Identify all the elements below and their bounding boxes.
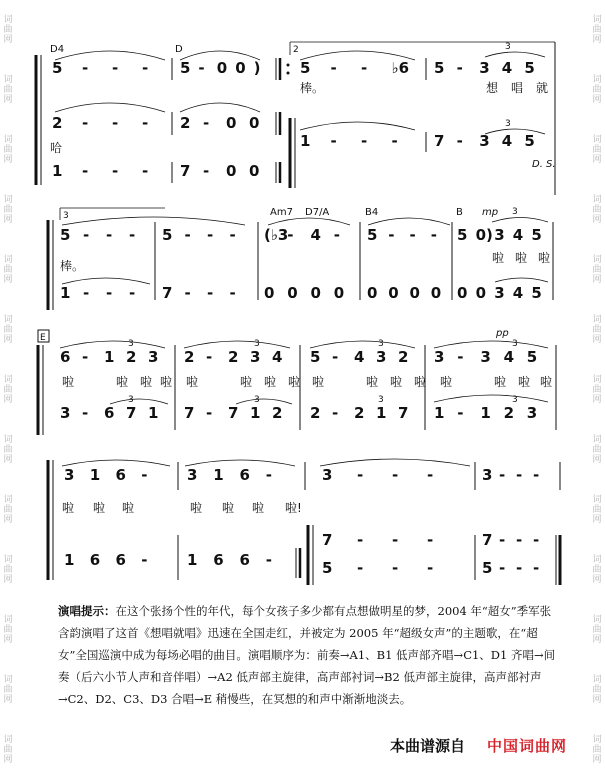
watermark-text: 词 曲 网	[592, 135, 602, 165]
slur	[60, 341, 165, 348]
jianpu-note: 2	[272, 404, 283, 422]
jianpu-note: -	[333, 226, 340, 244]
watermark-text: 词 曲 网	[592, 255, 602, 285]
jianpu-note: 3	[322, 466, 333, 484]
jianpu-note: 6	[213, 551, 224, 569]
jianpu-note: 7	[126, 404, 137, 422]
jianpu-note: 0	[249, 162, 260, 180]
jianpu-note: 4	[272, 348, 283, 366]
jianpu-note: 6	[115, 551, 126, 569]
triplet-mark: 3	[512, 339, 518, 349]
jianpu-note: -	[106, 284, 113, 302]
jianpu-note: 3	[480, 348, 491, 366]
jianpu-note: 1	[300, 132, 311, 150]
jianpu-note: 0	[457, 284, 468, 302]
jianpu-note: 0	[226, 114, 237, 132]
watermark-text: 词 曲 网	[3, 135, 13, 165]
repeat-dot	[287, 72, 290, 75]
lyric: 唱	[511, 81, 524, 95]
jianpu-note: 3	[60, 404, 71, 422]
jianpu-note: -	[427, 466, 434, 484]
watermark-text: 词 曲 网	[592, 495, 602, 525]
jianpu-note: -	[392, 531, 399, 549]
jianpu-note: 4	[310, 226, 321, 244]
jianpu-note: 3	[479, 59, 490, 77]
lyric: 啦	[190, 501, 203, 515]
triplet-bracket	[492, 218, 548, 223]
jianpu-note: 3	[494, 226, 505, 244]
jianpu-note: 6	[115, 466, 126, 484]
jianpu-note: 7	[184, 404, 195, 422]
jianpu-note: -	[533, 559, 540, 577]
watermark-text: 词 曲 网	[592, 375, 602, 405]
jianpu-note: 3	[64, 466, 75, 484]
jianpu-note: 1	[148, 404, 159, 422]
jianpu-note: 6	[239, 551, 250, 569]
slur	[110, 399, 168, 404]
jianpu-note: -	[456, 59, 463, 77]
jianpu-note: -	[361, 59, 368, 77]
jianpu-note: -	[207, 284, 214, 302]
watermark-text: 词 曲 网	[3, 315, 13, 345]
watermark-text: 词 曲 网	[592, 615, 602, 645]
jianpu-note: -	[499, 531, 506, 549]
watermark-text: 词 曲 网	[3, 15, 13, 45]
jianpu-note: 0	[249, 114, 260, 132]
source-site[interactable]: 中国词曲网	[486, 737, 567, 755]
lyric: 啦	[492, 251, 505, 265]
jianpu-note: )	[253, 59, 261, 77]
jianpu-note: -	[142, 114, 149, 132]
watermark-text: 词 曲 网	[3, 735, 13, 765]
jianpu-note: 2	[126, 348, 137, 366]
lyric: 啦	[140, 375, 153, 389]
slur	[62, 217, 245, 225]
jianpu-note: -	[141, 466, 148, 484]
watermark-text: 词 曲 网	[3, 615, 13, 645]
chord-symbol: B	[456, 207, 463, 218]
jianpu-note: 3	[187, 466, 198, 484]
slur	[268, 218, 350, 225]
triplet-mark: 3	[128, 339, 134, 349]
jianpu-note: -	[361, 132, 368, 150]
slur	[55, 103, 165, 112]
jianpu-note: 5	[322, 559, 333, 577]
jianpu-note: (♭3	[264, 226, 289, 244]
jianpu-note: 5	[531, 284, 542, 302]
jianpu-note: -	[206, 404, 213, 422]
jianpu-note: -	[427, 559, 434, 577]
jianpu-note: -	[357, 559, 364, 577]
chord-symbol: D4	[50, 44, 65, 55]
jianpu-note: 2	[503, 404, 515, 422]
lyric: 啦	[312, 375, 325, 389]
jianpu-note: 7	[180, 162, 191, 180]
jianpu-note: 1	[250, 404, 261, 422]
slur	[320, 459, 470, 466]
jianpu-note: 3	[482, 466, 493, 484]
lyric: 啦	[240, 375, 253, 389]
jianpu-note: -	[456, 132, 463, 150]
jianpu-note: 3	[434, 348, 445, 366]
jianpu-note: 0	[333, 284, 345, 302]
jianpu-note: 5	[434, 59, 445, 77]
jianpu-note: -	[332, 348, 339, 366]
lyric: 啦	[288, 375, 301, 389]
jianpu-note: 0	[287, 284, 298, 302]
jianpu-note: 0	[216, 59, 228, 77]
jianpu-note: -	[129, 226, 136, 244]
triplet-bracket	[485, 52, 545, 57]
watermark-text: 词 曲 网	[592, 735, 602, 765]
notes-text: 在这个张扬个性的年代，每个女孩子多少都有点想做明星的梦，2004 年“超女”季军张含韵演唱了这首《想唱就唱》迅速在全国走红，并被定为 2005 年“超级女声”的主题歌，在“超女”全国巡演中成为每场必唱的曲目。演唱顺序为：前奏→A1、B1 低声部齐唱→C1、D1 齐唱→间奏（后六小节人声和音伴唱）→A2 低声部主旋律，高声部衬词→B2 低声部主旋律，高声部衬声→C2、D2、C3、D3 合唱→E 稍慢些，在冥想的和声中渐渐地淡去。	[58, 604, 556, 706]
watermark-text: 词 曲 网	[592, 555, 602, 585]
jianpu-note: 1	[52, 162, 63, 180]
jianpu-note: 2	[310, 404, 321, 422]
lyric: 啦	[93, 501, 106, 515]
jianpu-note: -	[112, 114, 119, 132]
jianpu-note: 3	[494, 284, 505, 302]
jianpu-note: -	[82, 348, 89, 366]
watermark-text: 词 曲 网	[3, 195, 13, 225]
jianpu-note: 2	[354, 404, 365, 422]
jianpu-note: 4	[503, 348, 515, 366]
watermark-text: 词 曲 网	[3, 375, 13, 405]
lyric: 想	[486, 81, 499, 95]
lyric: 啦	[222, 501, 235, 515]
lyric: 啦	[62, 375, 75, 389]
jianpu-note: 5	[482, 559, 493, 577]
jianpu-note: 5	[526, 348, 538, 366]
watermark-text: 词 曲 网	[592, 675, 602, 705]
jianpu-note: -	[106, 226, 113, 244]
lyric: 啦	[440, 375, 453, 389]
jianpu-note: 0	[264, 284, 275, 302]
jianpu-note: 2	[184, 348, 195, 366]
jianpu-note: -	[203, 114, 210, 132]
jianpu-note: 7	[398, 404, 409, 422]
chord-symbol: B4	[365, 207, 379, 218]
jianpu-note: 3	[250, 348, 261, 366]
lyric: 啦	[252, 501, 265, 515]
jianpu-note: -	[229, 284, 236, 302]
lyric: 啦	[366, 375, 379, 389]
lyric: 啦	[122, 501, 135, 515]
jianpu-note: 1	[89, 466, 101, 484]
lyric: 啦	[414, 375, 427, 389]
jianpu-note: 5	[457, 226, 468, 244]
notes-label: 演唱提示：	[58, 604, 116, 618]
jianpu-note: -	[142, 59, 149, 77]
jianpu-note: -	[112, 162, 119, 180]
jianpu-note: -	[457, 404, 464, 422]
watermark-text: 词 曲 网	[592, 195, 602, 225]
jianpu-note: -	[206, 348, 213, 366]
jianpu-note: 5	[367, 226, 378, 244]
triplet-mark: 3	[254, 395, 260, 405]
jianpu-note: -	[287, 226, 294, 244]
slur	[434, 395, 548, 402]
jianpu-note: 3	[479, 132, 490, 150]
jianpu-note: 5	[524, 59, 535, 77]
slur	[434, 341, 548, 348]
jianpu-note: 0	[475, 284, 487, 302]
chord-symbol: D	[175, 44, 183, 55]
jianpu-note: -	[533, 531, 540, 549]
jianpu-note: -	[83, 226, 90, 244]
triplet-bracket	[495, 278, 548, 282]
jianpu-note: 4	[512, 284, 524, 302]
jianpu-note: 5	[300, 59, 311, 77]
jianpu-note: -	[184, 284, 191, 302]
jianpu-note: -	[516, 531, 523, 549]
jianpu-note: -	[409, 226, 416, 244]
source-credit	[390, 735, 567, 756]
jianpu-note: -	[391, 132, 398, 150]
lyric: 棒。	[300, 81, 325, 95]
lyric: 啦!	[285, 501, 302, 515]
lyric: 啦	[494, 375, 507, 389]
jianpu-note: 0	[409, 284, 420, 302]
jianpu-note: 2	[180, 114, 191, 132]
ds-marking: D. S.	[532, 159, 556, 170]
jianpu-note: -	[82, 59, 89, 77]
chord-symbol: D7/A	[305, 207, 330, 218]
jianpu-note: -	[229, 226, 236, 244]
jianpu-note: 7	[434, 132, 445, 150]
jianpu-note: 4	[501, 132, 513, 150]
jianpu-note: -	[388, 226, 395, 244]
jianpu-note: -	[392, 559, 399, 577]
jianpu-note: -	[83, 284, 90, 302]
jianpu-note: -	[207, 226, 214, 244]
jianpu-note: -	[533, 466, 540, 484]
jianpu-note: -	[82, 404, 89, 422]
jianpu-note: 4	[512, 226, 524, 244]
jianpu-note: -	[430, 226, 437, 244]
slur	[368, 218, 450, 225]
triplet-mark: 3	[378, 395, 384, 405]
jianpu-note: 1	[60, 284, 71, 302]
triplet-mark: 3	[505, 119, 511, 129]
jianpu-note: -	[198, 59, 205, 77]
jianpu-note: -	[82, 114, 89, 132]
jianpu-note: 0)	[475, 226, 493, 244]
source-label: 本曲谱源自	[389, 737, 465, 755]
repeat-dot	[287, 64, 290, 67]
slur	[300, 122, 415, 130]
jianpu-note: 0	[388, 284, 399, 302]
jianpu-note: 3	[526, 404, 538, 422]
jianpu-note: 6	[89, 551, 101, 569]
lyric: 啦	[62, 501, 75, 515]
jianpu-note: -	[357, 466, 364, 484]
watermark-text: 词 曲 网	[3, 435, 13, 465]
jianpu-note: 7	[482, 531, 493, 549]
jianpu-note: -	[330, 132, 337, 150]
jianpu-note: 1	[434, 404, 445, 422]
dynamic-marking: mp	[482, 207, 499, 218]
lyric: 啦	[515, 251, 528, 265]
jianpu-note: -	[392, 466, 399, 484]
jianpu-note: -	[499, 466, 506, 484]
slur	[310, 341, 415, 348]
lyric: 啦	[390, 375, 403, 389]
jianpu-note: 4	[354, 348, 365, 366]
jianpu-note: 0	[430, 284, 442, 302]
jianpu-note: -	[265, 466, 272, 484]
slur	[180, 103, 260, 112]
jianpu-note: 5	[531, 226, 542, 244]
jianpu-note: 3	[376, 348, 387, 366]
volta-number: 2	[293, 45, 299, 55]
jianpu-note: -	[112, 59, 119, 77]
triplet-mark: 3	[512, 207, 518, 217]
performance-notes	[58, 600, 558, 710]
jianpu-note: 1	[376, 404, 387, 422]
jianpu-note: 1	[480, 404, 491, 422]
jianpu-note: 5	[52, 59, 63, 77]
jianpu-note: -	[332, 404, 339, 422]
jianpu-note: -	[184, 226, 191, 244]
jianpu-note: 6	[239, 466, 250, 484]
jianpu-note: 6	[104, 404, 115, 422]
triplet-bracket	[485, 129, 545, 134]
jianpu-note: -	[516, 466, 523, 484]
jianpu-note: -	[129, 284, 136, 302]
jianpu-note: -	[203, 162, 210, 180]
lyric: 啦	[160, 375, 173, 389]
slur	[184, 341, 290, 348]
watermark-text: 词 曲 网	[3, 675, 13, 705]
dynamic-marking: pp	[496, 328, 509, 339]
jianpu-note: -	[82, 162, 89, 180]
chord-symbol: Am7	[270, 207, 293, 218]
jianpu-note: 1	[64, 551, 75, 569]
jianpu-note: -	[141, 551, 148, 569]
jianpu-note: 1	[213, 466, 224, 484]
jianpu-note: 3	[148, 348, 159, 366]
triplet-mark: 3	[128, 395, 134, 405]
jianpu-note: -	[330, 59, 337, 77]
jianpu-note: 7	[228, 404, 239, 422]
jianpu-note: 0	[310, 284, 321, 302]
jianpu-note: 5	[162, 226, 173, 244]
jianpu-note: 0	[226, 162, 237, 180]
jianpu-note: -	[142, 162, 149, 180]
lyric: 啦	[264, 375, 277, 389]
watermark-text: 词 曲 网	[3, 75, 13, 105]
triplet-mark: 3	[505, 42, 511, 52]
watermark-text: 词 曲 网	[3, 555, 13, 585]
slur	[55, 51, 165, 60]
jianpu-note: 2	[52, 114, 63, 132]
jianpu-note: -	[265, 551, 272, 569]
lyric: 啦	[116, 375, 129, 389]
lyric: 棒。	[60, 259, 85, 273]
jianpu-note: 5	[524, 132, 535, 150]
triplet-mark: 3	[512, 395, 518, 405]
jianpu-note: -	[457, 348, 464, 366]
jianpu-note: 1	[187, 551, 198, 569]
lyric: 啦	[518, 375, 531, 389]
watermark-text: 词 曲 网	[592, 435, 602, 465]
watermark-text: 词 曲 网	[592, 15, 602, 45]
jianpu-note: 5	[180, 59, 191, 77]
watermark-text: 词 曲 网	[592, 315, 602, 345]
jianpu-note: 5	[60, 226, 71, 244]
lyric: 啦	[186, 375, 199, 389]
jianpu-note: 4	[501, 59, 513, 77]
jianpu-note: 7	[162, 284, 173, 302]
jianpu-note: 2	[398, 348, 409, 366]
jianpu-note: -	[499, 559, 506, 577]
jianpu-note: 0	[235, 59, 246, 77]
jianpu-note: 2	[228, 348, 239, 366]
watermark-text: 词 曲 网	[3, 255, 13, 285]
jianpu-note: 1	[104, 348, 115, 366]
lyric: 啦	[538, 251, 551, 265]
volta-number: 3	[63, 211, 69, 221]
jianpu-note: 0	[367, 284, 378, 302]
jianpu-note: 6	[60, 348, 71, 366]
lyric: 哈	[50, 141, 63, 155]
jianpu-note: -	[427, 531, 434, 549]
lyric: 就	[536, 81, 549, 95]
jianpu-note: ♭6	[391, 59, 410, 77]
lyric: 啦	[540, 375, 553, 389]
jianpu-note: -	[516, 559, 523, 577]
watermark-text: 词 曲 网	[592, 75, 602, 105]
slur	[236, 399, 292, 404]
watermark-text: 词 曲 网	[3, 495, 13, 525]
rehearsal-mark: E	[40, 333, 46, 343]
triplet-mark: 3	[378, 339, 384, 349]
triplet-mark: 3	[254, 339, 260, 349]
jianpu-note: -	[357, 531, 364, 549]
jianpu-note: 7	[322, 531, 333, 549]
jianpu-note: 5	[310, 348, 321, 366]
